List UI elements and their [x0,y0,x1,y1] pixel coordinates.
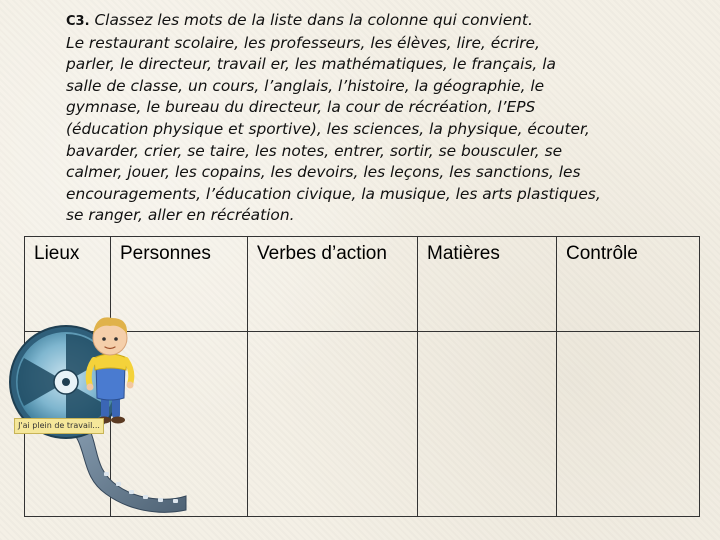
word-line: se ranger, aller en récréation. [66,206,295,225]
word-line: salle de classe, un cours, l’anglais, l’histoire, la géographie, le [66,76,545,95]
word-line: encouragements, l’éducation civique, la musique, les arts plastiques, [66,184,601,203]
exercise-text [66,10,716,227]
exercise-instruction: Classez les mots de la liste dans la colonne qui convient. [94,11,533,29]
word-line: bavarder, crier, se taire, les notes, entrer, sortir, se bousculer, se [66,141,563,160]
word-line: Le restaurant scolaire, les professeurs, les élèves, lire, écrire, [66,33,540,52]
column-header-matieres: Matières [418,237,557,332]
word-line: gymnase, le bureau du directeur, la cour de récréation, l’EPS [66,98,536,117]
illustration-caption: J'ai plein de travail... [14,418,104,434]
column-header-controle: Contrôle [557,237,700,332]
exercise-number: C3. [66,14,90,29]
cell-matieres[interactable] [418,332,557,517]
cell-controle[interactable] [557,332,700,517]
word-line: parler, le directeur, travail er, les mathématiques, le français, la [66,55,556,74]
film-reel-child-illustration [8,296,193,518]
word-line: calmer, jouer, les copains, les devoirs, les leçons, les sanctions, les [66,163,581,182]
word-line: (éducation physique et sportive), les sciences, la physique, écouter, [66,119,590,138]
column-header-lieux: Lieux [25,237,111,332]
exercise-title [66,10,716,33]
column-header-personnes: Personnes [111,237,248,332]
column-header-verbes-action: Verbes d’action [248,237,418,332]
cell-verbes-action[interactable] [248,332,418,517]
